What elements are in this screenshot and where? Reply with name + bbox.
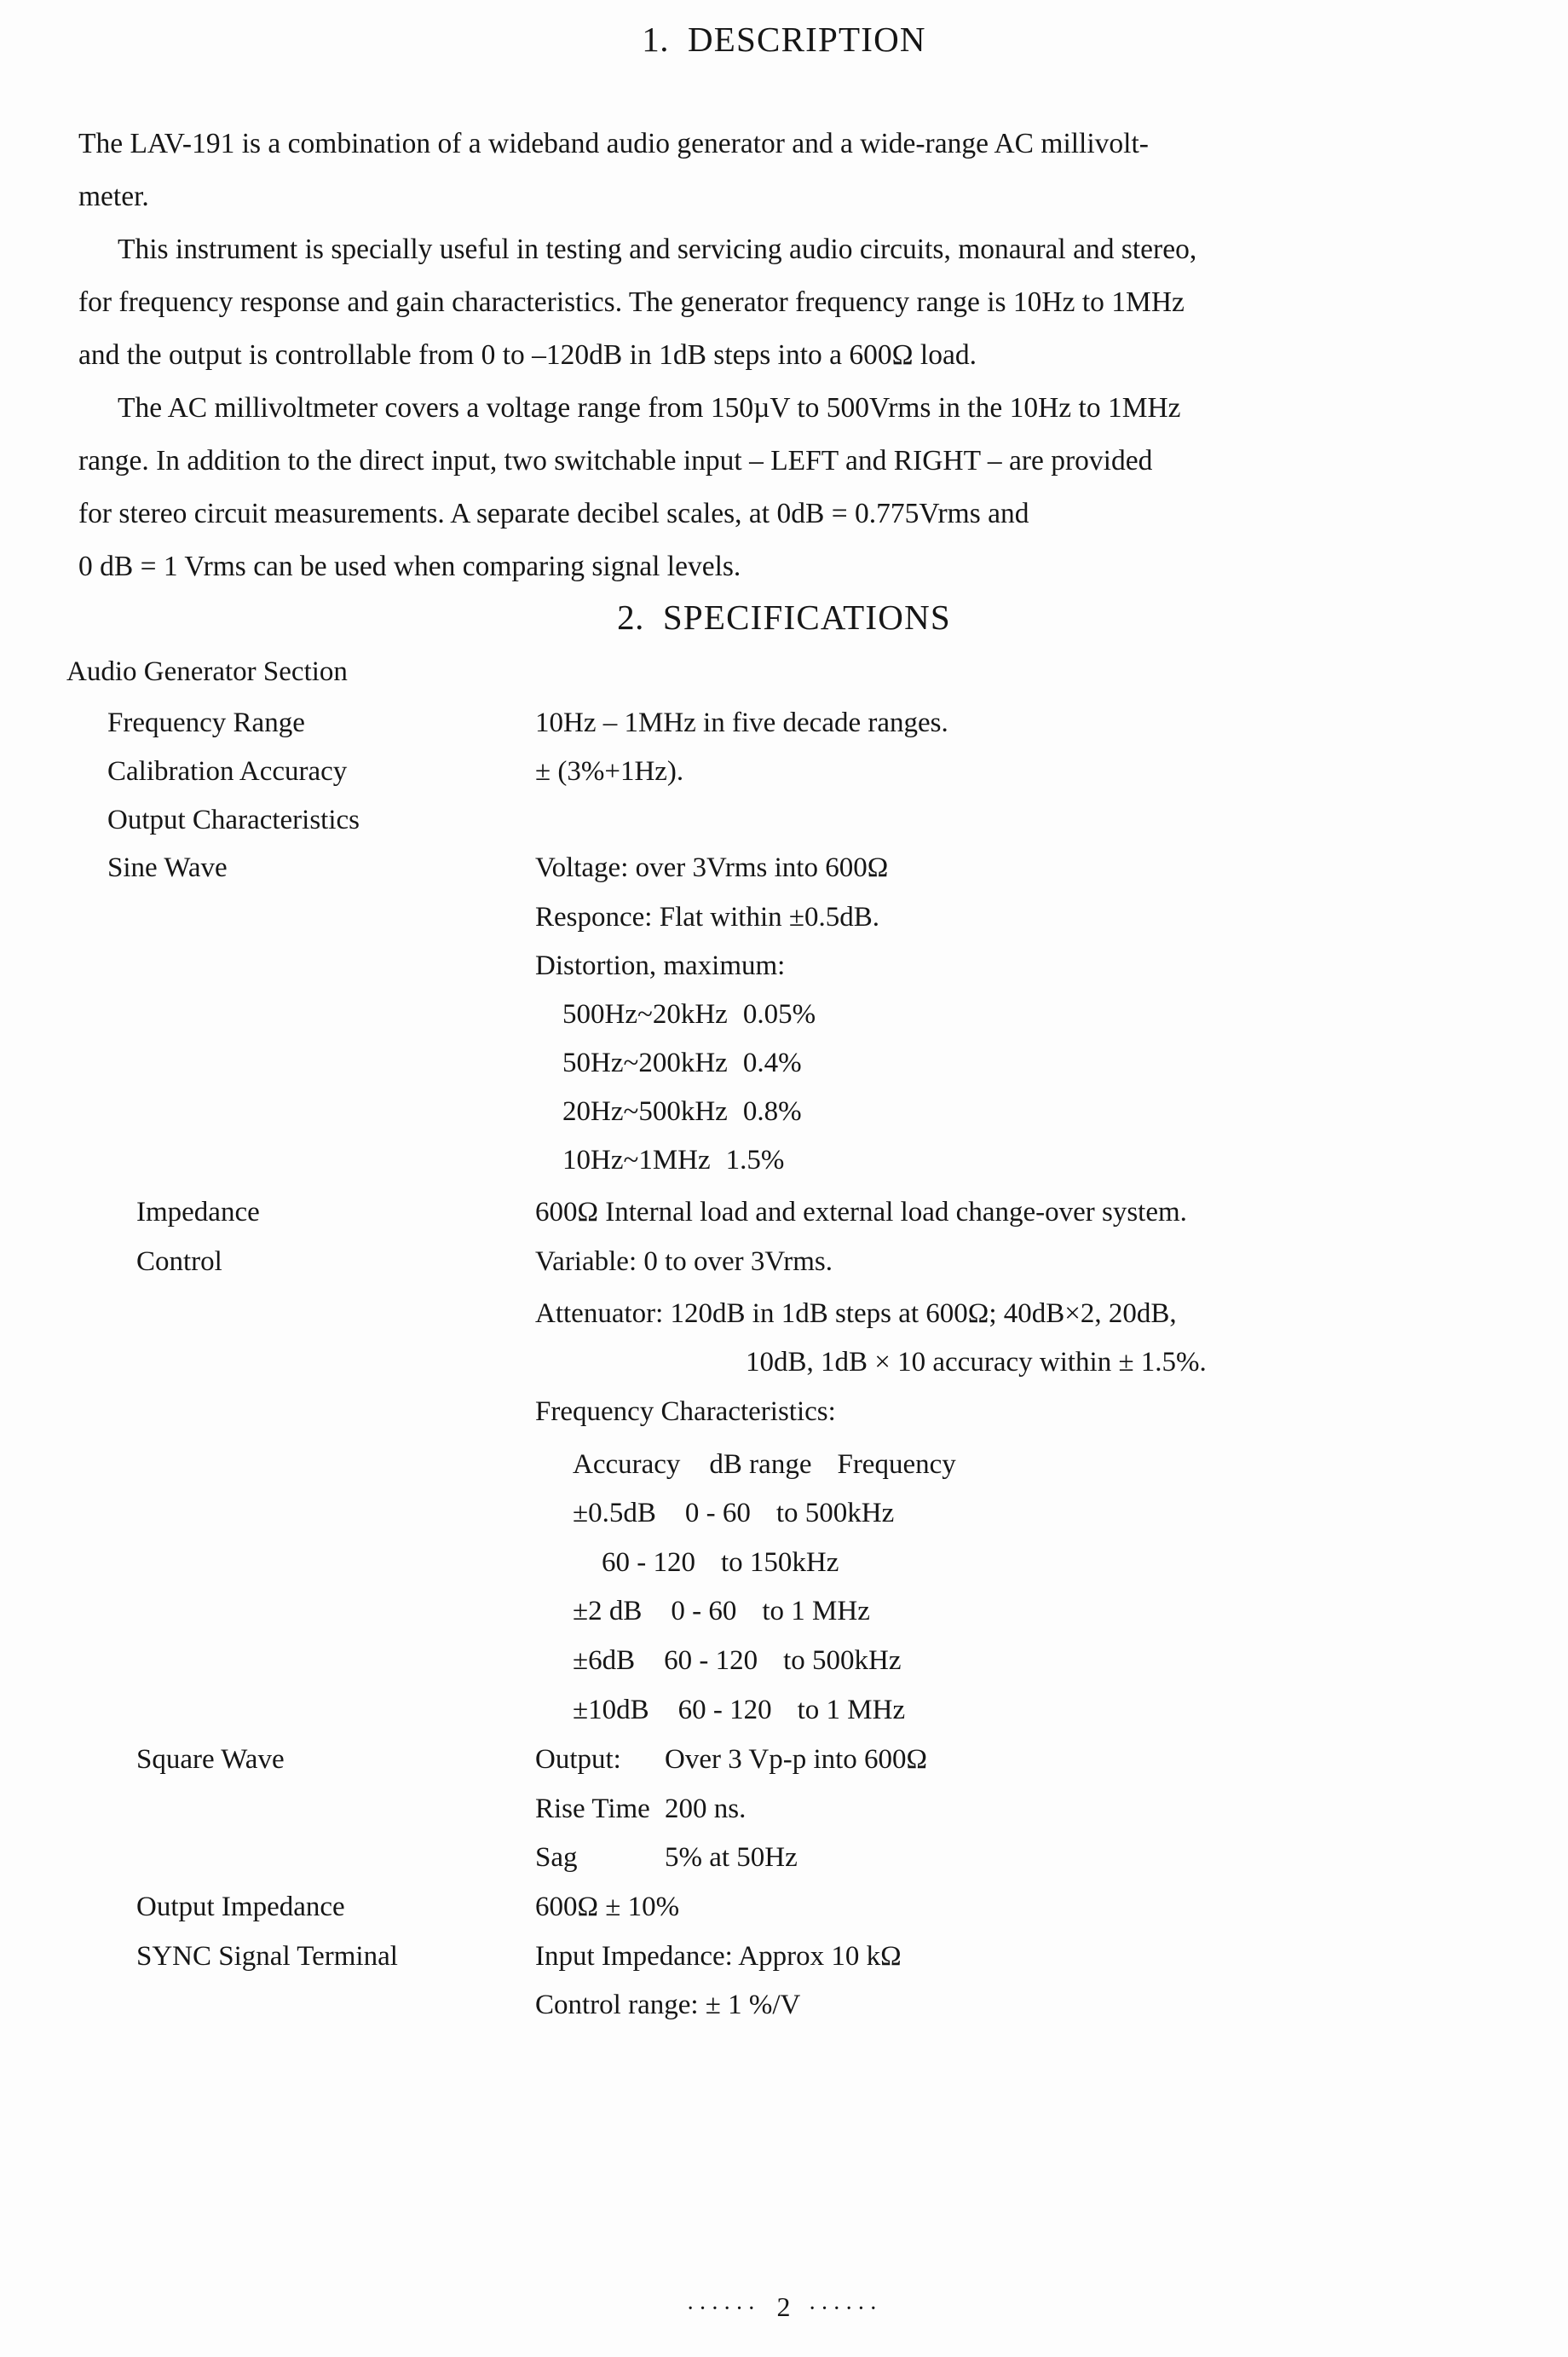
distortion-value: 0.8% [742, 1096, 802, 1127]
footer-dots-left: ······ [686, 2296, 760, 2322]
spec-value-sync-control-range: Control range: ± 1 %/V [535, 1990, 801, 2020]
specifications-heading [0, 597, 1568, 638]
freq-char-accuracy: 10dB [588, 1695, 649, 1725]
freq-char-table-row [573, 1596, 870, 1627]
spec-value-control-variable: Variable: 0 to over 3Vrms. [535, 1246, 833, 1277]
spec-label-square-wave: Square Wave [136, 1744, 285, 1775]
square-wave-sag-value: 5% at 50Hz [665, 1842, 798, 1873]
distortion-from: 10Hz [562, 1145, 624, 1176]
spec-value-frequency-range: 10Hz – 1MHz in five decade ranges. [535, 708, 948, 738]
page-footer [0, 2291, 1568, 2323]
spec-value-sync-input-impedance: Input Impedance: Approx 10 kΩ [535, 1941, 902, 1972]
spec-value-attenuator-line2: 10dB, 1dB × 10 accuracy within ± 1.5%. [746, 1347, 1207, 1378]
spec-value-impedance: 600Ω Internal load and external load change-over system. [535, 1197, 1187, 1228]
freq-char-col-accuracy: Accuracy [573, 1449, 681, 1480]
spec-label-control: Control [136, 1246, 222, 1277]
description-heading-number: 1. [642, 20, 669, 59]
spec-value-sine-wave-voltage: Voltage: over 3Vrms into 600Ω [535, 852, 889, 883]
distortion-tilde: ~ [623, 1096, 639, 1127]
square-wave-rise-time-key: Rise Time [535, 1794, 650, 1824]
specifications-heading-title: SPECIFICATIONS [662, 598, 951, 637]
paragraph-line-text: 0 dB = 1 Vrms can be used when comparing signal levels. [78, 551, 741, 582]
distortion-table-row [562, 1145, 784, 1176]
distortion-tilde: ~ [637, 999, 653, 1030]
paragraph-line [78, 488, 1493, 540]
spec-label-impedance: Impedance [136, 1197, 260, 1228]
distortion-to: 200kHz [638, 1048, 728, 1078]
spec-value-distortion-header: Distortion, maximum: [535, 950, 786, 981]
distortion-to: 1MHz [638, 1145, 711, 1176]
paragraph-line-text: for frequency response and gain characteristics. The generator frequency range is 10Hz to 1MHz [78, 286, 1185, 318]
freq-char-col-frequency: Frequency [837, 1449, 956, 1480]
spec-label-sine-wave: Sine Wave [107, 852, 228, 883]
paragraph-line-text: The AC millivoltmeter covers a voltage range from 150µV to 500Vrms in the 10Hz to 1MHz [118, 392, 1181, 424]
distortion-value: 0.05% [742, 999, 816, 1030]
paragraph-line [78, 276, 1493, 329]
freq-char-table-row [573, 1695, 905, 1726]
paragraph-line [78, 435, 1493, 488]
distortion-value: 1.5% [725, 1145, 785, 1176]
distortion-to: 500kHz [638, 1096, 728, 1127]
description-heading [0, 19, 1568, 60]
spec-value-square-wave-output [535, 1744, 927, 1776]
paragraph-line [78, 382, 1493, 435]
freq-char-col-db-range: dB range [709, 1449, 812, 1480]
spec-label-output-characteristics: Output Characteristics [107, 805, 360, 835]
description-heading-title: DESCRIPTION [688, 20, 926, 59]
freq-char-pm: ± [573, 1645, 589, 1676]
paragraph-line [78, 329, 1493, 382]
distortion-table-row [562, 999, 816, 1031]
paragraph-line-text: for stereo circuit measurements. A separate decibel scales, at 0dB = 0.775Vrms and [78, 498, 1029, 529]
spec-value-freq-char-header: Frequency Characteristics: [535, 1396, 836, 1427]
freq-char-table-header [573, 1449, 956, 1481]
freq-char-frequency: to 1 MHz [797, 1695, 906, 1725]
distortion-to: 20kHz [652, 999, 728, 1030]
description-paragraph-1 [78, 118, 1493, 223]
description-paragraph-2 [78, 223, 1493, 382]
spec-value-sine-wave-responce: Responce: Flat within ±0.5dB. [535, 902, 880, 933]
spec-label-calibration-accuracy: Calibration Accuracy [107, 756, 348, 787]
freq-char-db-range: 60 - 120 [602, 1547, 695, 1578]
spec-label-sync-signal-terminal: SYNC Signal Terminal [136, 1941, 398, 1972]
freq-char-db-range: 0 - 60 [684, 1498, 751, 1528]
distortion-tilde: ~ [623, 1145, 639, 1176]
paragraph-line-text: meter. [78, 181, 149, 212]
distortion-table-row [562, 1096, 802, 1128]
freq-char-pm: ± [573, 1695, 589, 1725]
page-number: 2 [776, 2291, 792, 2322]
freq-char-frequency: to 500kHz [783, 1645, 902, 1676]
description-paragraph-3 [78, 382, 1493, 593]
distortion-value: 0.4% [742, 1048, 802, 1078]
freq-char-frequency: to 1 MHz [762, 1596, 870, 1626]
freq-char-table-row [573, 1547, 839, 1579]
freq-char-db-range: 60 - 120 [664, 1645, 758, 1676]
distortion-from: 500Hz [562, 999, 637, 1030]
square-wave-output-value: Over 3 Vp-p into 600Ω [665, 1744, 928, 1775]
freq-char-table-row [573, 1645, 902, 1677]
paragraph-line [78, 223, 1493, 276]
footer-dots-right: ······ [808, 2296, 882, 2322]
paragraph-line [78, 118, 1493, 170]
square-wave-sag-key: Sag [535, 1842, 578, 1873]
spec-label-output-impedance: Output Impedance [136, 1892, 345, 1922]
distortion-from: 50Hz [562, 1048, 624, 1078]
distortion-from: 20Hz [562, 1096, 624, 1127]
paragraph-line-text: This instrument is specially useful in testing and servicing audio circuits, monaural and stereo, [118, 234, 1197, 265]
square-wave-rise-time-value: 200 ns. [665, 1794, 747, 1824]
freq-char-pm: ± [573, 1498, 589, 1528]
paragraph-line [78, 540, 1493, 593]
spec-label-frequency-range: Frequency Range [107, 708, 305, 738]
paragraph-line-text: range. In addition to the direct input, two switchable input – LEFT and RIGHT – are provided [78, 445, 1153, 477]
paragraph-line-text: The LAV-191 is a combination of a wideband audio generator and a wide-range AC millivolt- [78, 128, 1149, 159]
paragraph-line [78, 170, 1493, 223]
specifications-heading-number: 2. [617, 598, 644, 637]
freq-char-db-range: 60 - 120 [677, 1695, 772, 1725]
freq-char-frequency: to 500kHz [775, 1498, 895, 1528]
spec-value-output-impedance: 600Ω ± 10% [535, 1892, 680, 1922]
distortion-table-row [562, 1048, 802, 1079]
freq-char-db-range: 0 - 60 [671, 1596, 737, 1626]
spec-value-square-wave-sag [535, 1842, 798, 1874]
spec-value-square-wave-rise-time [535, 1794, 746, 1825]
spec-value-calibration-accuracy: ± (3%+1Hz). [535, 756, 684, 787]
freq-char-accuracy: 2 dB [588, 1596, 643, 1626]
freq-char-accuracy: 0.5dB [588, 1498, 656, 1528]
freq-char-pm: ± [573, 1596, 589, 1626]
spec-value-attenuator-line1: Attenuator: 120dB in 1dB steps at 600Ω; 40dB×2, 20dB, [535, 1298, 1177, 1329]
paragraph-line-text: and the output is controllable from 0 to –120dB in 1dB steps into a 600Ω load. [78, 339, 977, 371]
spec-section-title: Audio Generator Section [66, 656, 348, 687]
freq-char-frequency: to 150kHz [721, 1547, 839, 1578]
distortion-tilde: ~ [623, 1048, 639, 1078]
square-wave-output-key: Output: [535, 1744, 621, 1775]
freq-char-accuracy: 6dB [588, 1645, 636, 1676]
freq-char-table-row [573, 1498, 894, 1529]
